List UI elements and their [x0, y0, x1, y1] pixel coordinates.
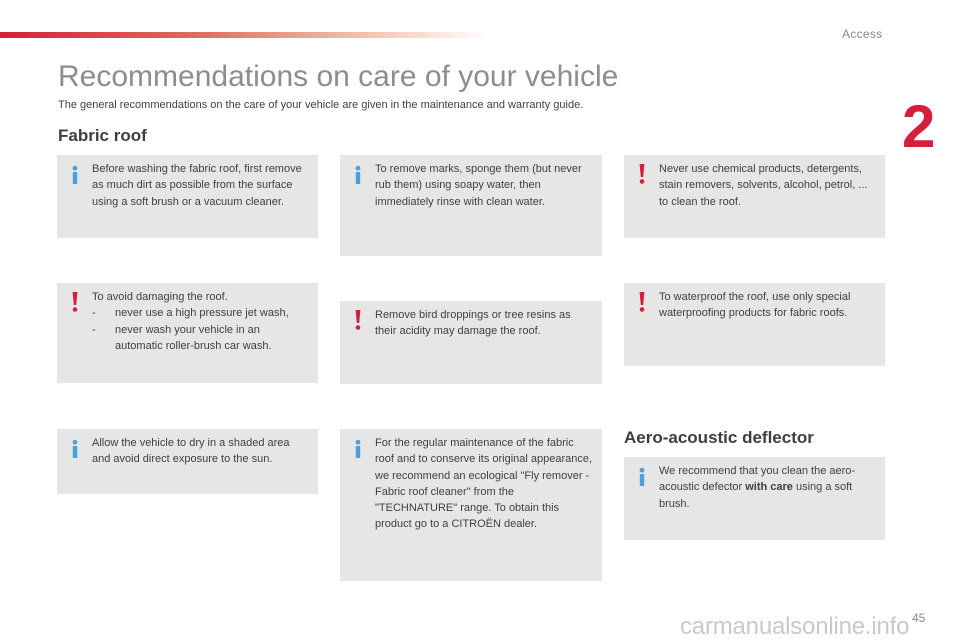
header-color-bar — [0, 32, 490, 38]
note-maintenance — [340, 429, 602, 581]
note-text: To remove marks, sponge them (but never rub them) using soapy water, then immediately rinse with clean water. — [375, 163, 582, 208]
note-text: Never use chemical products, detergents, stain removers, solvents, alcohol, petrol, ... to clean the roof. — [659, 163, 868, 208]
note-text: Before washing the fabric roof, first remove as much dirt as possible from the surface using a soft brush or a vacuum cleaner. — [92, 163, 302, 208]
info-icon — [67, 439, 83, 459]
fabric-roof-heading: Fabric roof — [58, 126, 147, 145]
page-number: 45 — [912, 611, 926, 625]
note-text-start: We recommend that you clean the aero-acoustic defector — [659, 465, 856, 494]
warning-icon — [350, 309, 366, 329]
note-emphasis: with care — [745, 481, 793, 494]
note-aero-deflector — [624, 457, 885, 540]
watermark: carmanualsonline.info — [680, 613, 910, 640]
damage-list — [92, 305, 310, 354]
warning-icon — [67, 291, 83, 311]
info-icon — [634, 467, 650, 487]
note-text-end: using a soft brush. — [659, 481, 853, 510]
info-icon — [350, 439, 366, 459]
list-item: - never wash your vehicle in an automatic roller-brush car wash. — [92, 322, 310, 355]
note-text: Remove bird droppings or tree resins as their acidity may damage the roof. — [375, 309, 571, 338]
note-text: To avoid damaging the roof. — [92, 291, 228, 303]
warning-icon — [634, 291, 650, 311]
section-label: Access — [842, 27, 883, 41]
note-drying — [57, 429, 318, 494]
chapter-number: 2 — [902, 93, 936, 160]
note-marks — [340, 155, 602, 256]
note-avoid-damage — [57, 283, 318, 383]
aero-deflector-heading: Aero-acoustic deflector — [624, 428, 814, 447]
note-text: For the regular maintenance of the fabric roof and to conserve its original appearance, we recommend an ecological "Fly remover - Fabric roof cleaner" from the "TECHNATURE" range. To obtain this product go to a CITROËN dealer. — [375, 437, 593, 531]
note-text: To waterproof the roof, use only special waterproofing products for fabric roofs. — [659, 291, 851, 320]
list-item: - never use a high pressure jet wash, — [92, 305, 310, 321]
note-washing — [57, 155, 318, 238]
page-title: Recommendations on care of your vehicle — [58, 60, 619, 93]
note-chemicals — [624, 155, 885, 238]
note-waterproof — [624, 283, 885, 366]
note-droppings — [340, 301, 602, 384]
note-text: Allow the vehicle to dry in a shaded area and avoid direct exposure to the sun. — [92, 437, 290, 466]
warning-icon — [634, 163, 650, 183]
info-icon — [350, 165, 366, 185]
note-text — [659, 463, 877, 512]
intro-text: The general recommendations on the care of your vehicle are given in the maintenance and warranty guide. — [58, 99, 584, 111]
info-icon — [67, 165, 83, 185]
